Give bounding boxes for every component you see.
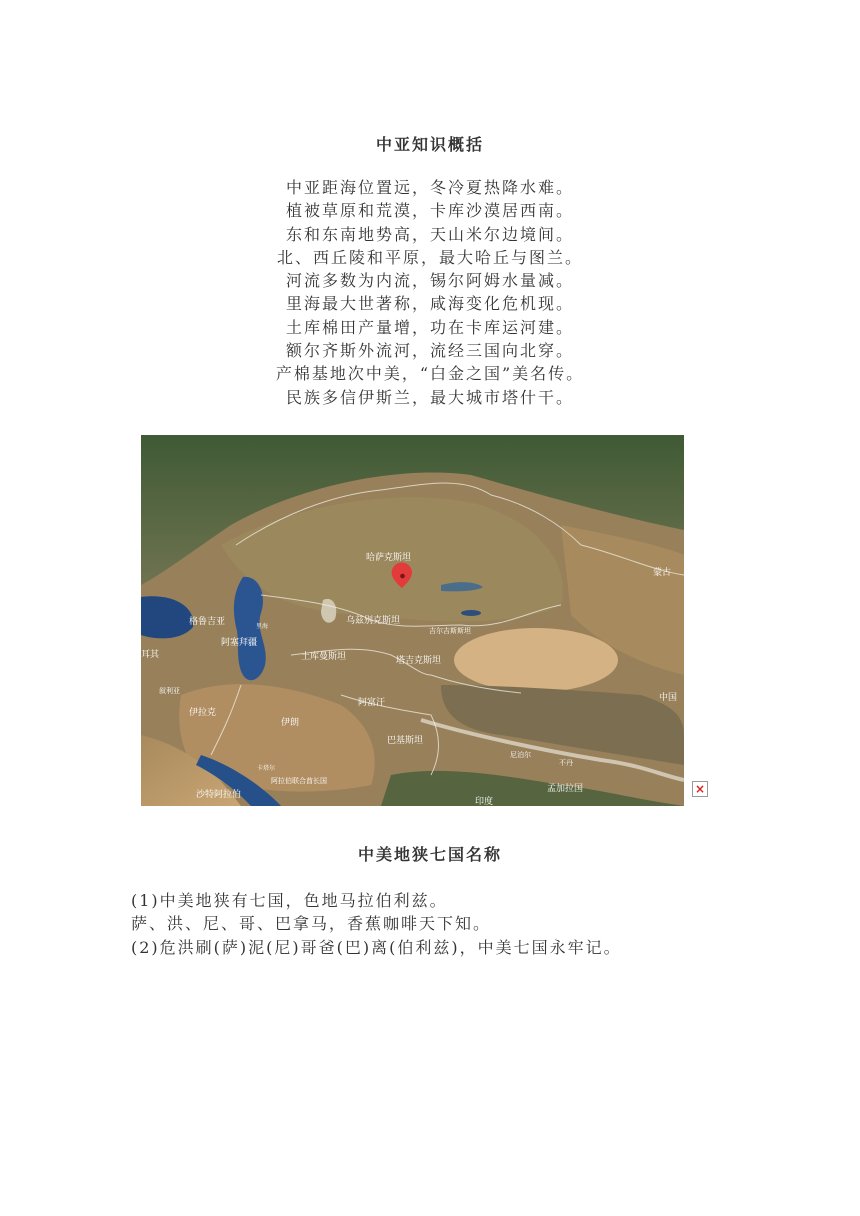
poem-line: 植被草原和荒漠，卡库沙漠居西南。	[285, 201, 574, 221]
map-label: 沙特阿拉伯	[196, 790, 242, 800]
map-label: 塔吉克斯坦	[396, 656, 442, 666]
map-label: 叙利亚	[159, 687, 180, 695]
map-label: 印度	[475, 797, 494, 806]
map-label: 卡塔尔	[257, 765, 276, 772]
map-label: 孟加拉国	[547, 784, 584, 794]
central-america-text	[131, 889, 751, 959]
poem-line: 北、西丘陵和平原，最大哈丘与图兰。	[276, 247, 583, 267]
poem-central-asia	[0, 176, 860, 409]
map-label: 伊朗	[281, 718, 300, 728]
map-label: 不丹	[559, 759, 573, 767]
section-title-central-america: 中美地狭七国名称	[357, 845, 502, 864]
poem-line: 额尔齐斯外流河，流经三国向北穿。	[285, 341, 574, 361]
map-label: 吉尔吉斯斯坦	[429, 627, 471, 635]
map-label: 阿拉伯联合酋长国	[271, 777, 327, 785]
poem-line: 里海最大世著称，咸海变化危机现。	[285, 294, 574, 314]
poem-line: 东和东南地势高，天山米尔边境间。	[285, 224, 574, 244]
map-label: 哈萨克斯坦	[366, 553, 412, 563]
text-line: (1)中美地狭有七国，色地马拉伯利兹。	[131, 891, 448, 910]
poem-line: 土库棉田产量增，功在卡库运河建。	[285, 317, 574, 337]
map-label: 蒙古	[653, 568, 672, 578]
text-line: (2)危洪刷(萨)泥(尼)哥爸(巴)离(伯利兹)，中美七国永牢记。	[131, 937, 622, 957]
map-label: 耳其	[141, 650, 160, 660]
poem-line: 民族多信伊斯兰，最大城市塔什干。	[285, 387, 574, 407]
map-label: 土库曼斯坦	[301, 652, 347, 662]
map-label: 尼泊尔	[510, 751, 531, 759]
map-label: 乌兹别克斯坦	[346, 616, 401, 626]
poem-line: 中亚距海位置远，冬冷夏热降水难。	[285, 178, 574, 197]
satellite-map-central-asia	[141, 435, 684, 806]
map-label: 阿塞拜疆	[221, 638, 258, 648]
map-label: 格鲁吉亚	[189, 617, 226, 627]
section-title-central-asia: 中亚知识概括	[375, 135, 484, 154]
map-label: 阿富汗	[358, 698, 386, 708]
poem-line: 产棉基地次中美，“白金之国”美名传。	[275, 364, 585, 384]
broken-image-icon: ×	[692, 781, 708, 797]
text-line: 萨、洪、尼、哥、巴拿马，香蕉咖啡天下知。	[131, 914, 492, 934]
map-label: 里海	[256, 623, 269, 630]
map-label: 伊拉克	[189, 708, 217, 718]
map-label: 中国	[659, 693, 678, 703]
map-label: 巴基斯坦	[387, 736, 424, 746]
poem-line: 河流多数为内流，锡尔阿姆水量减。	[285, 271, 574, 291]
